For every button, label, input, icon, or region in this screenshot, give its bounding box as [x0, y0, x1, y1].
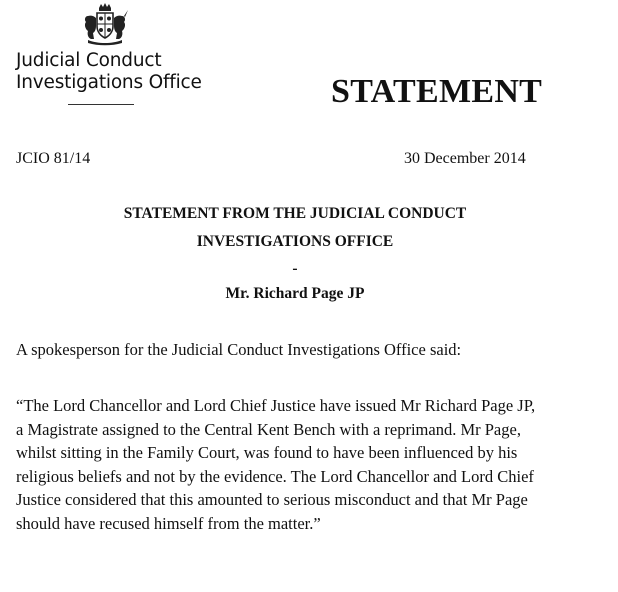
heading-subject: Mr. Richard Page JP [225, 285, 365, 302]
org-name-line-1: Judicial Conduct [16, 50, 162, 71]
document-type-title: STATEMENT [331, 73, 543, 110]
org-name [16, 50, 202, 94]
intro-paragraph: A spokesperson for the Judicial Conduct Investigations Office said: [16, 340, 462, 359]
quote-line: “The Lord Chancellor and Lord Chief Justice have issued Mr Richard Page JP, [16, 396, 536, 415]
quote-line: religious beliefs and not by the evidence. The Lord Chancellor and Lord Chief [16, 466, 534, 486]
heading-line-1: STATEMENT FROM THE JUDICIAL CONDUCT [123, 205, 467, 222]
crest-logo [80, 2, 130, 46]
org-divider [68, 104, 134, 105]
royal-coat-of-arms-icon [80, 2, 130, 46]
heading-line-2: INVESTIGATIONS OFFICE [196, 233, 394, 250]
reference-number: JCIO 81/14 [16, 150, 91, 167]
statement-date: 30 December 2014 [404, 150, 526, 167]
quote-line: should have recused himself from the matter.” [16, 513, 321, 533]
quote-line: a Magistrate assigned to the Central Kent Bench with a reprimand. Mr Page, [16, 419, 521, 439]
quote-line: Justice considered that this amounted to serious misconduct and that Mr Page [16, 490, 528, 509]
quote-line: whilst sitting in the Family Court, was found to have been influenced by his [16, 443, 518, 462]
heading-separator: - [292, 260, 298, 277]
org-name-line-2: Investigations Office [16, 72, 202, 93]
quote-paragraph [16, 394, 616, 535]
